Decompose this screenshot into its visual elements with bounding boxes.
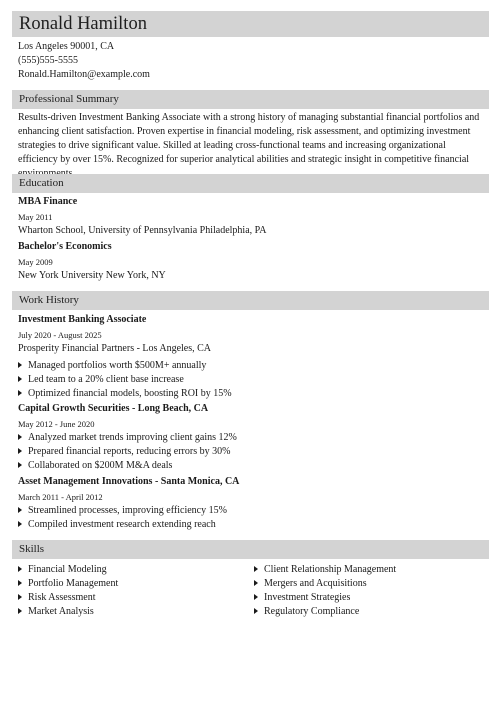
bullet-icon (18, 376, 22, 382)
summary-section-header (12, 90, 489, 109)
bullet-icon (18, 462, 22, 468)
job-bullet: Analyzed market trends improving client gains 12% (18, 432, 237, 444)
job-date: July 2020 - August 2025 (18, 330, 102, 340)
education-date: May 2009 (18, 257, 53, 267)
job-bullet: Streamlined processes, improving efficiency 15% (18, 505, 227, 517)
skill-item: Regulatory Compliance (254, 606, 359, 618)
contact-email[interactable]: Ronald.Hamilton@example.com (18, 69, 150, 80)
education-school: New York University New York, NY (18, 270, 166, 281)
job-date: March 2011 - April 2012 (18, 492, 103, 502)
job-bullet: Compiled investment research extending reach (18, 519, 216, 531)
skill-item: Market Analysis (18, 606, 94, 618)
bullet-icon (254, 608, 258, 614)
summary-text: Results-driven Investment Banking Associate with a strong history of managing substantial financial portfolios and enhancing client satisfaction. Proven expertise in financial modeling, risk assessment, and optimizing investment strategies to drive significant value. Skilled at leading cross-functional teams and increasing organizational efficiency by over 15%. Recognized for superior analytical abilities and strategic insight in competitive financial (18, 112, 480, 165)
bullet-icon (254, 594, 258, 600)
skill-item: Investment Strategies (254, 592, 350, 604)
job-bullet: Optimized financial models, boosting ROI by 15% (18, 388, 232, 400)
job-bullet: Prepared financial reports, reducing errors by 30% (18, 446, 230, 458)
education-degree: MBA Finance (18, 196, 78, 207)
bullet-icon (18, 521, 22, 527)
job-company: Prosperity Financial Partners - Los Angeles, CA (18, 343, 212, 354)
bullet-icon (254, 566, 258, 572)
skill-item: Financial Modeling (18, 564, 107, 576)
job-bullet: Collaborated on $200M M&A deals (18, 460, 172, 472)
education-section-header (12, 174, 489, 193)
skill-item: Portfolio Management (18, 578, 118, 590)
bullet-icon (18, 566, 22, 572)
work-section-header (12, 291, 489, 310)
skill-item: Mergers and Acquisitions (254, 578, 367, 590)
job-title: Capital Growth Securities - Long Beach, CA (18, 403, 209, 414)
bullet-icon (18, 594, 22, 600)
job-date: May 2012 - June 2020 (18, 419, 95, 429)
education-degree: Bachelor's Economics (18, 241, 112, 252)
job-bullet: Managed portfolios worth $500M+ annually (18, 360, 206, 372)
education-school: Wharton School, University of Pennsylvania Philadelphia, PA (18, 225, 267, 236)
skills-section-header (12, 540, 489, 559)
skills-title: Skills (19, 543, 45, 555)
bullet-icon (18, 390, 22, 396)
bullet-icon (18, 448, 22, 454)
bullet-icon (254, 580, 258, 586)
job-title: Investment Banking Associate (18, 314, 147, 325)
candidate-name: Ronald Hamilton (19, 14, 147, 34)
job-bullet: Led team to a 20% client base increase (18, 374, 184, 386)
contact-address: Los Angeles 90001, CA (18, 41, 115, 52)
bullet-icon (18, 362, 22, 368)
summary-title: Professional Summary (19, 93, 119, 105)
bullet-icon (18, 580, 22, 586)
work-title: Work History (19, 294, 79, 306)
name-header (12, 11, 489, 37)
education-date: May 2011 (18, 212, 53, 222)
bullet-icon (18, 608, 22, 614)
contact-phone: (555)555-5555 (18, 55, 78, 66)
bullet-icon (18, 434, 22, 440)
skill-item: Client Relationship Management (254, 564, 396, 576)
education-title: Education (19, 177, 64, 189)
bullet-icon (18, 507, 22, 513)
job-title: Asset Management Innovations - Santa Monica, CA (18, 476, 240, 487)
skill-item: Risk Assessment (18, 592, 96, 604)
